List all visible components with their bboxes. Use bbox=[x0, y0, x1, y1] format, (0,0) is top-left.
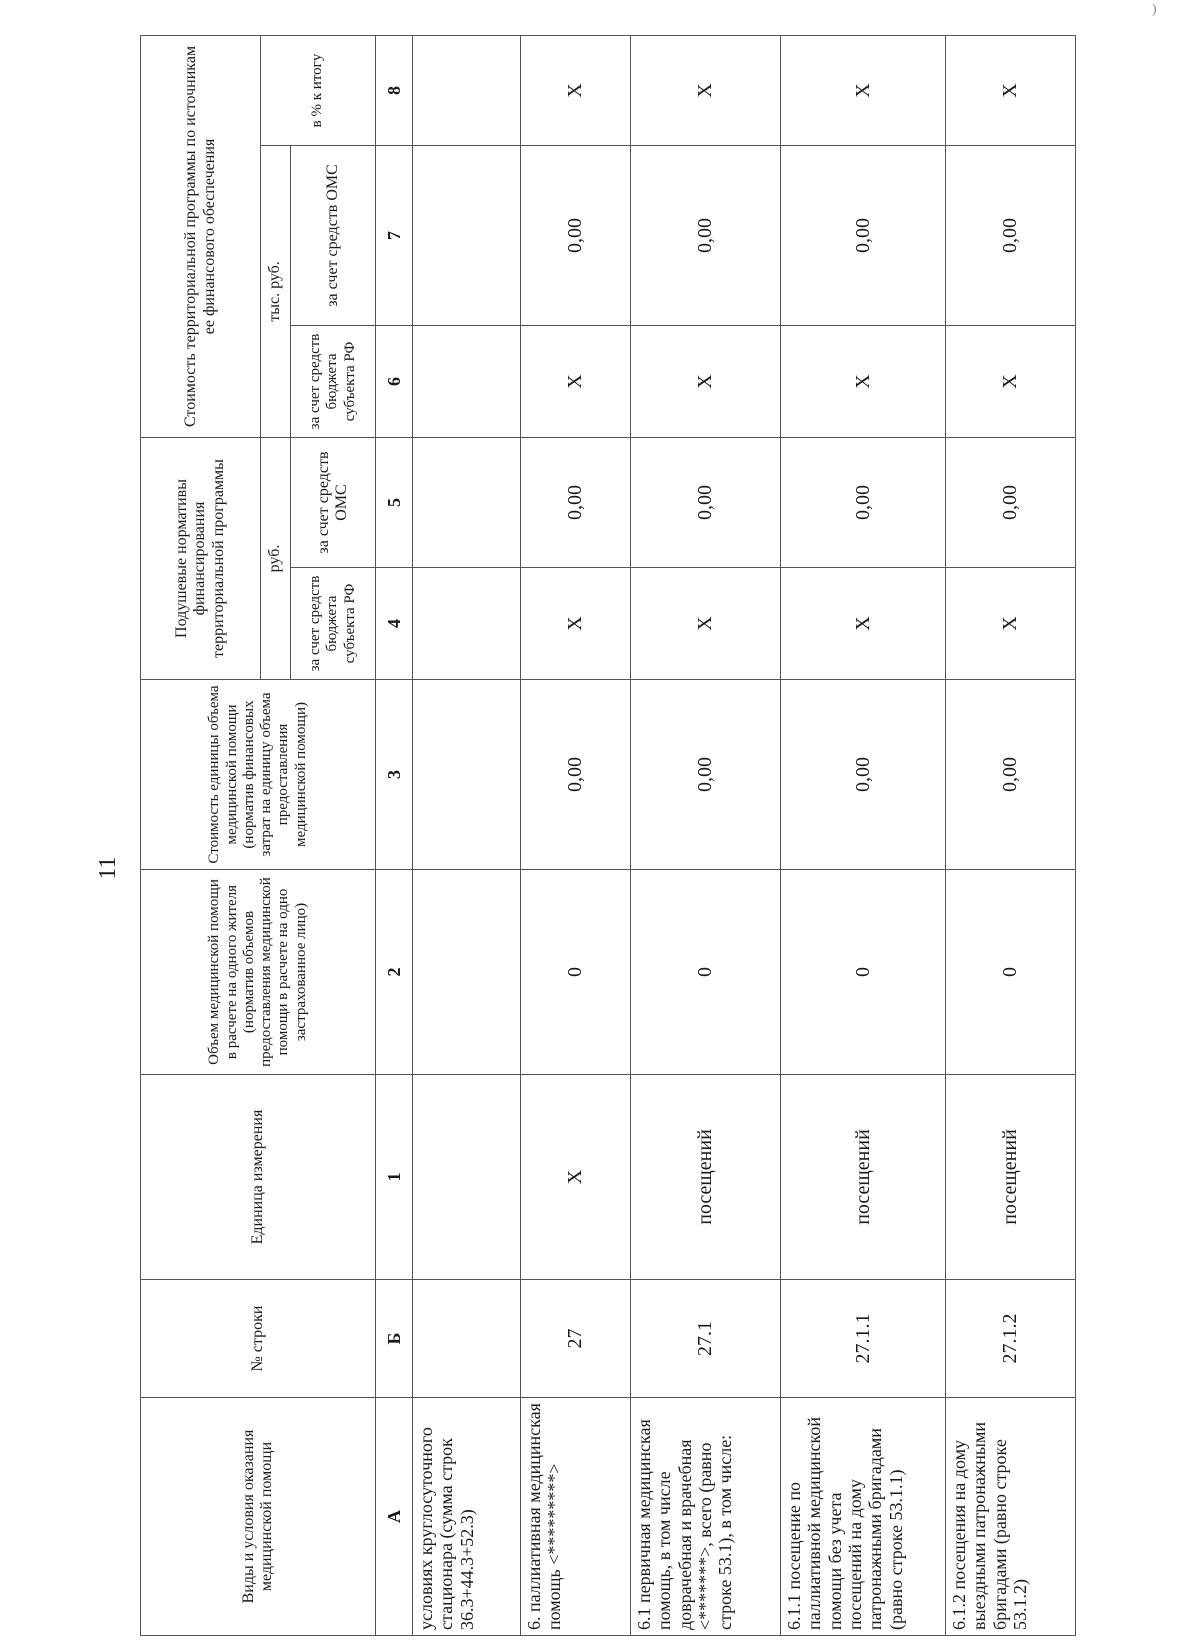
row-percent bbox=[413, 35, 521, 145]
row-pc-budget bbox=[413, 568, 521, 680]
row-unit-cost bbox=[413, 680, 521, 870]
row-volume: 0 bbox=[781, 870, 946, 1075]
row-code: 27.1 bbox=[631, 1280, 781, 1398]
row-unit-cost: 0,00 bbox=[781, 680, 946, 870]
row-cost-oms: 0,00 bbox=[521, 145, 631, 325]
row-volume bbox=[413, 870, 521, 1075]
row-unit-cost: 0,00 bbox=[946, 680, 1076, 870]
header-col-b: № строки bbox=[141, 1280, 376, 1398]
row-cost-oms: 0,00 bbox=[781, 145, 946, 325]
row-unit-cost: 0,00 bbox=[631, 680, 781, 870]
row-cost-oms bbox=[413, 145, 521, 325]
row-pc-oms bbox=[413, 437, 521, 567]
row-pc-budget: X bbox=[781, 568, 946, 680]
header-per-capita-unit: руб. bbox=[261, 437, 291, 679]
row-cost-oms: 0,00 bbox=[946, 145, 1076, 325]
row-volume: 0 bbox=[521, 870, 631, 1075]
row-pc-oms: 0,00 bbox=[631, 437, 781, 567]
column-number: 2 bbox=[376, 870, 413, 1075]
row-code: 27.1.2 bbox=[946, 1280, 1076, 1398]
row-code: 27 bbox=[521, 1280, 631, 1398]
row-percent: X bbox=[781, 35, 946, 145]
row-unit bbox=[413, 1075, 521, 1280]
row-cost-budget: X bbox=[521, 325, 631, 437]
column-number: 5 bbox=[376, 437, 413, 567]
row-pc-oms: 0,00 bbox=[946, 437, 1076, 567]
header-group-cost: Стоимость территориальной программы по источникам ее финансового обеспечения bbox=[141, 35, 261, 437]
row-unit: X bbox=[521, 1075, 631, 1280]
row-pc-oms: 0,00 bbox=[521, 437, 631, 567]
corner-mark: ) bbox=[1152, 2, 1157, 17]
table-row bbox=[631, 35, 781, 1635]
financing-table bbox=[140, 35, 1076, 1636]
header-col-6: за счет средств бюджета субъекта РФ bbox=[291, 325, 376, 437]
header-col-5: за счет средств ОМС bbox=[291, 437, 376, 567]
header-col-8: в % к итогу bbox=[261, 35, 376, 145]
row-cost-budget: X bbox=[631, 325, 781, 437]
header-col-a: Виды и условия оказания медицинской помощи bbox=[141, 1398, 376, 1636]
column-number: Б bbox=[376, 1280, 413, 1398]
row-name: 6.1.1 посещение по паллиативной медицинской помощи без учета посещений на дому патронажными бригадами (равно строке 53.1.1) bbox=[781, 1398, 946, 1636]
row-pc-budget: X bbox=[946, 568, 1076, 680]
row-name: 6.1 первичная медицинская помощь, в том числе доврачебная и врачебная <*******>, всего (равно строке 53.1), в том числе: bbox=[631, 1398, 781, 1636]
column-number: 6 bbox=[376, 325, 413, 437]
column-number: А bbox=[376, 1398, 413, 1636]
column-number: 7 bbox=[376, 145, 413, 325]
header-col-1: Единица измерения bbox=[141, 1075, 376, 1280]
header-cost-unit: тыс. руб. bbox=[261, 145, 291, 437]
row-cost-budget bbox=[413, 325, 521, 437]
row-unit-cost: 0,00 bbox=[521, 680, 631, 870]
header-col-2: Объем медицинской помощи в расчете на одного жителя (норматив объемов предоставления медицинской помощи в расчете на одно застрахованное лицо) bbox=[141, 870, 376, 1075]
column-number: 1 bbox=[376, 1075, 413, 1280]
row-unit: посещений bbox=[631, 1075, 781, 1280]
rotated-table-wrapper bbox=[140, 36, 1030, 1636]
row-cost-budget: X bbox=[781, 325, 946, 437]
row-pc-budget: X bbox=[631, 568, 781, 680]
header-col-3: Стоимость единицы объема медицинской помощи (норматив финансовых затрат на единицу объема предоставления медицинской помощи) bbox=[141, 680, 376, 870]
header-group-per-capita: Подушевые нормативы финансирования территориальной программы bbox=[141, 437, 261, 679]
row-volume: 0 bbox=[946, 870, 1076, 1075]
row-pc-budget: X bbox=[521, 568, 631, 680]
header-col-4: за счет средств бюджета субъекта РФ bbox=[291, 568, 376, 680]
row-unit: посещений bbox=[781, 1075, 946, 1280]
table-row bbox=[521, 35, 631, 1635]
row-code: 27.1.1 bbox=[781, 1280, 946, 1398]
row-volume: 0 bbox=[631, 870, 781, 1075]
row-percent: X bbox=[521, 35, 631, 145]
column-number: 3 bbox=[376, 680, 413, 870]
row-pc-oms: 0,00 bbox=[781, 437, 946, 567]
page-number: 11 bbox=[95, 856, 121, 880]
row-unit: посещений bbox=[946, 1075, 1076, 1280]
row-percent: X bbox=[946, 35, 1076, 145]
row-cost-budget: X bbox=[946, 325, 1076, 437]
table-row bbox=[781, 35, 946, 1635]
row-percent: X bbox=[631, 35, 781, 145]
column-number: 8 bbox=[376, 35, 413, 145]
row-name: 6. паллиативная медицинская помощь <*********> bbox=[521, 1398, 631, 1636]
row-code bbox=[413, 1280, 521, 1398]
column-number: 4 bbox=[376, 568, 413, 680]
row-name: 6.1.2 посещения на дому выездными патронажными бригадами (равно строке 53.1.2) bbox=[946, 1398, 1076, 1636]
row-name: условиях круглосуточного стационара (сумма строк 36.3+44.3+52.3) bbox=[413, 1398, 521, 1636]
table-row bbox=[413, 35, 521, 1635]
header-col-7: за счет средств ОМС bbox=[291, 145, 376, 325]
row-cost-oms: 0,00 bbox=[631, 145, 781, 325]
table-row bbox=[946, 35, 1076, 1635]
